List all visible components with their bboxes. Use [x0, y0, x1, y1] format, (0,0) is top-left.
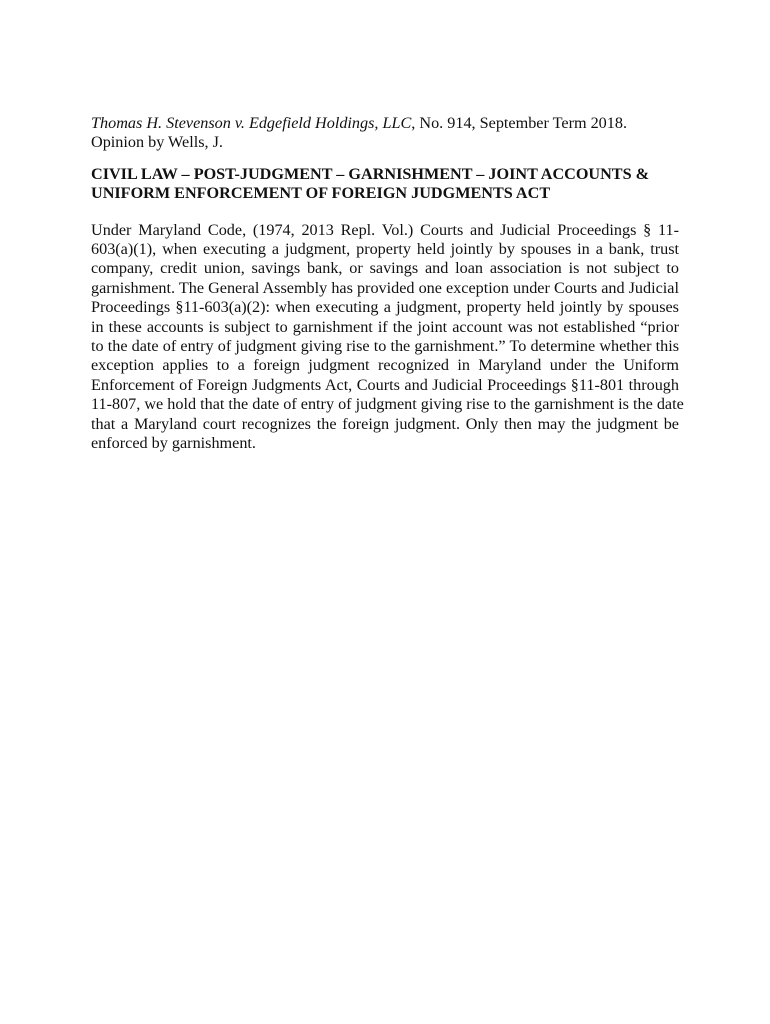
case-citation: , No. 914, September Term 2018.: [411, 114, 628, 132]
summary-line: to the date of entry of judgment giving rise to the garnishment.” To determine whether this: [91, 337, 679, 356]
summary-line: Under Maryland Code, (1974, 2013 Repl. Vol.) Courts and Judicial Proceedings § 11-: [91, 220, 679, 239]
summary-line: Enforcement of Foreign Judgments Act, Courts and Judicial Proceedings §11-801 through: [91, 375, 679, 394]
summary-line: company, credit union, savings bank, or savings and loan association is not subject to: [91, 259, 679, 278]
headnote-heading-line2: UNIFORM ENFORCEMENT OF FOREIGN JUDGMENTS ACT: [91, 184, 551, 203]
opinion-page: [91, 114, 684, 454]
summary-line: enforced by garnishment.: [91, 434, 256, 453]
headnote-heading-line1: CIVIL LAW – POST-JUDGMENT – GARNISHMENT – JOINT ACCOUNTS &: [91, 164, 650, 183]
summary-paragraph: [91, 220, 684, 454]
summary-line: garnishment. The General Assembly has provided one exception under Courts and Judicial: [91, 278, 679, 297]
case-name: Thomas H. Stevenson v. Edgefield Holdings, LLC: [91, 114, 412, 132]
summary-line: 11-807, we hold that the date of entry of judgment giving rise to the garnishment is the date: [91, 395, 684, 414]
summary-line: in these accounts is subject to garnishment if the joint account was not established “prior: [91, 317, 679, 336]
summary-line: that a Maryland court recognizes the foreign judgment. Only then may the judgment be: [91, 414, 679, 433]
summary-line: 603(a)(1), when executing a judgment, property held jointly by spouses in a bank, trust: [91, 240, 679, 259]
case-caption: [91, 114, 679, 133]
opinion-author: Opinion by Wells, J.: [91, 133, 223, 152]
summary-line: Proceedings §11-603(a)(2): when executing a judgment, property held jointly by spouses: [91, 298, 679, 317]
summary-line: exception applies to a foreign judgment recognized in Maryland under the Uniform: [91, 356, 679, 375]
